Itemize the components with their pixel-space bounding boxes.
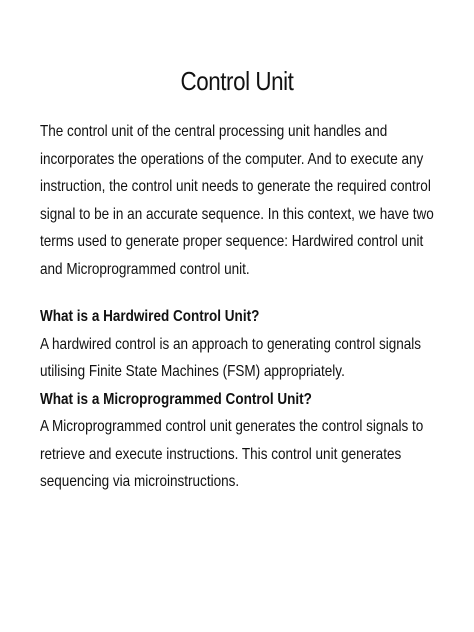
intro-line: instruction, the control unit needs to generate the required control: [40, 178, 431, 195]
intro-line: and Microprogrammed control unit.: [40, 260, 250, 278]
page-title: Control Unit: [180, 66, 294, 96]
hardwired-line: A hardwired control is an approach to generating control signals: [40, 335, 422, 353]
hardwired-line: utilising Finite State Machines (FSM) appropriately.: [40, 363, 345, 380]
intro-line: terms used to generate proper sequence: Hardwired control unit: [40, 233, 424, 250]
intro-line: signal to be in an accurate sequence. In this context, we have two: [40, 205, 434, 223]
hardwired-heading: What is a Hardwired Control Unit?: [40, 308, 260, 325]
microprogrammed-line: sequencing via microinstructions.: [40, 473, 240, 490]
intro-paragraph: [40, 118, 434, 283]
microprogrammed-line: retrieve and execute instructions. This control unit generates: [40, 445, 402, 463]
microprogrammed-line: A Microprogrammed control unit generates the control signals to: [40, 418, 424, 435]
document-body: [40, 118, 434, 496]
hardwired-section: [40, 303, 422, 386]
microprogrammed-heading: What is a Microprogrammed Control Unit?: [40, 390, 312, 408]
microprogrammed-section: [40, 386, 424, 496]
intro-line: incorporates the operations of the computer. And to execute any: [40, 150, 424, 168]
intro-line: The control unit of the central processing unit handles and: [40, 123, 388, 140]
paragraph-spacer: [40, 283, 412, 303]
